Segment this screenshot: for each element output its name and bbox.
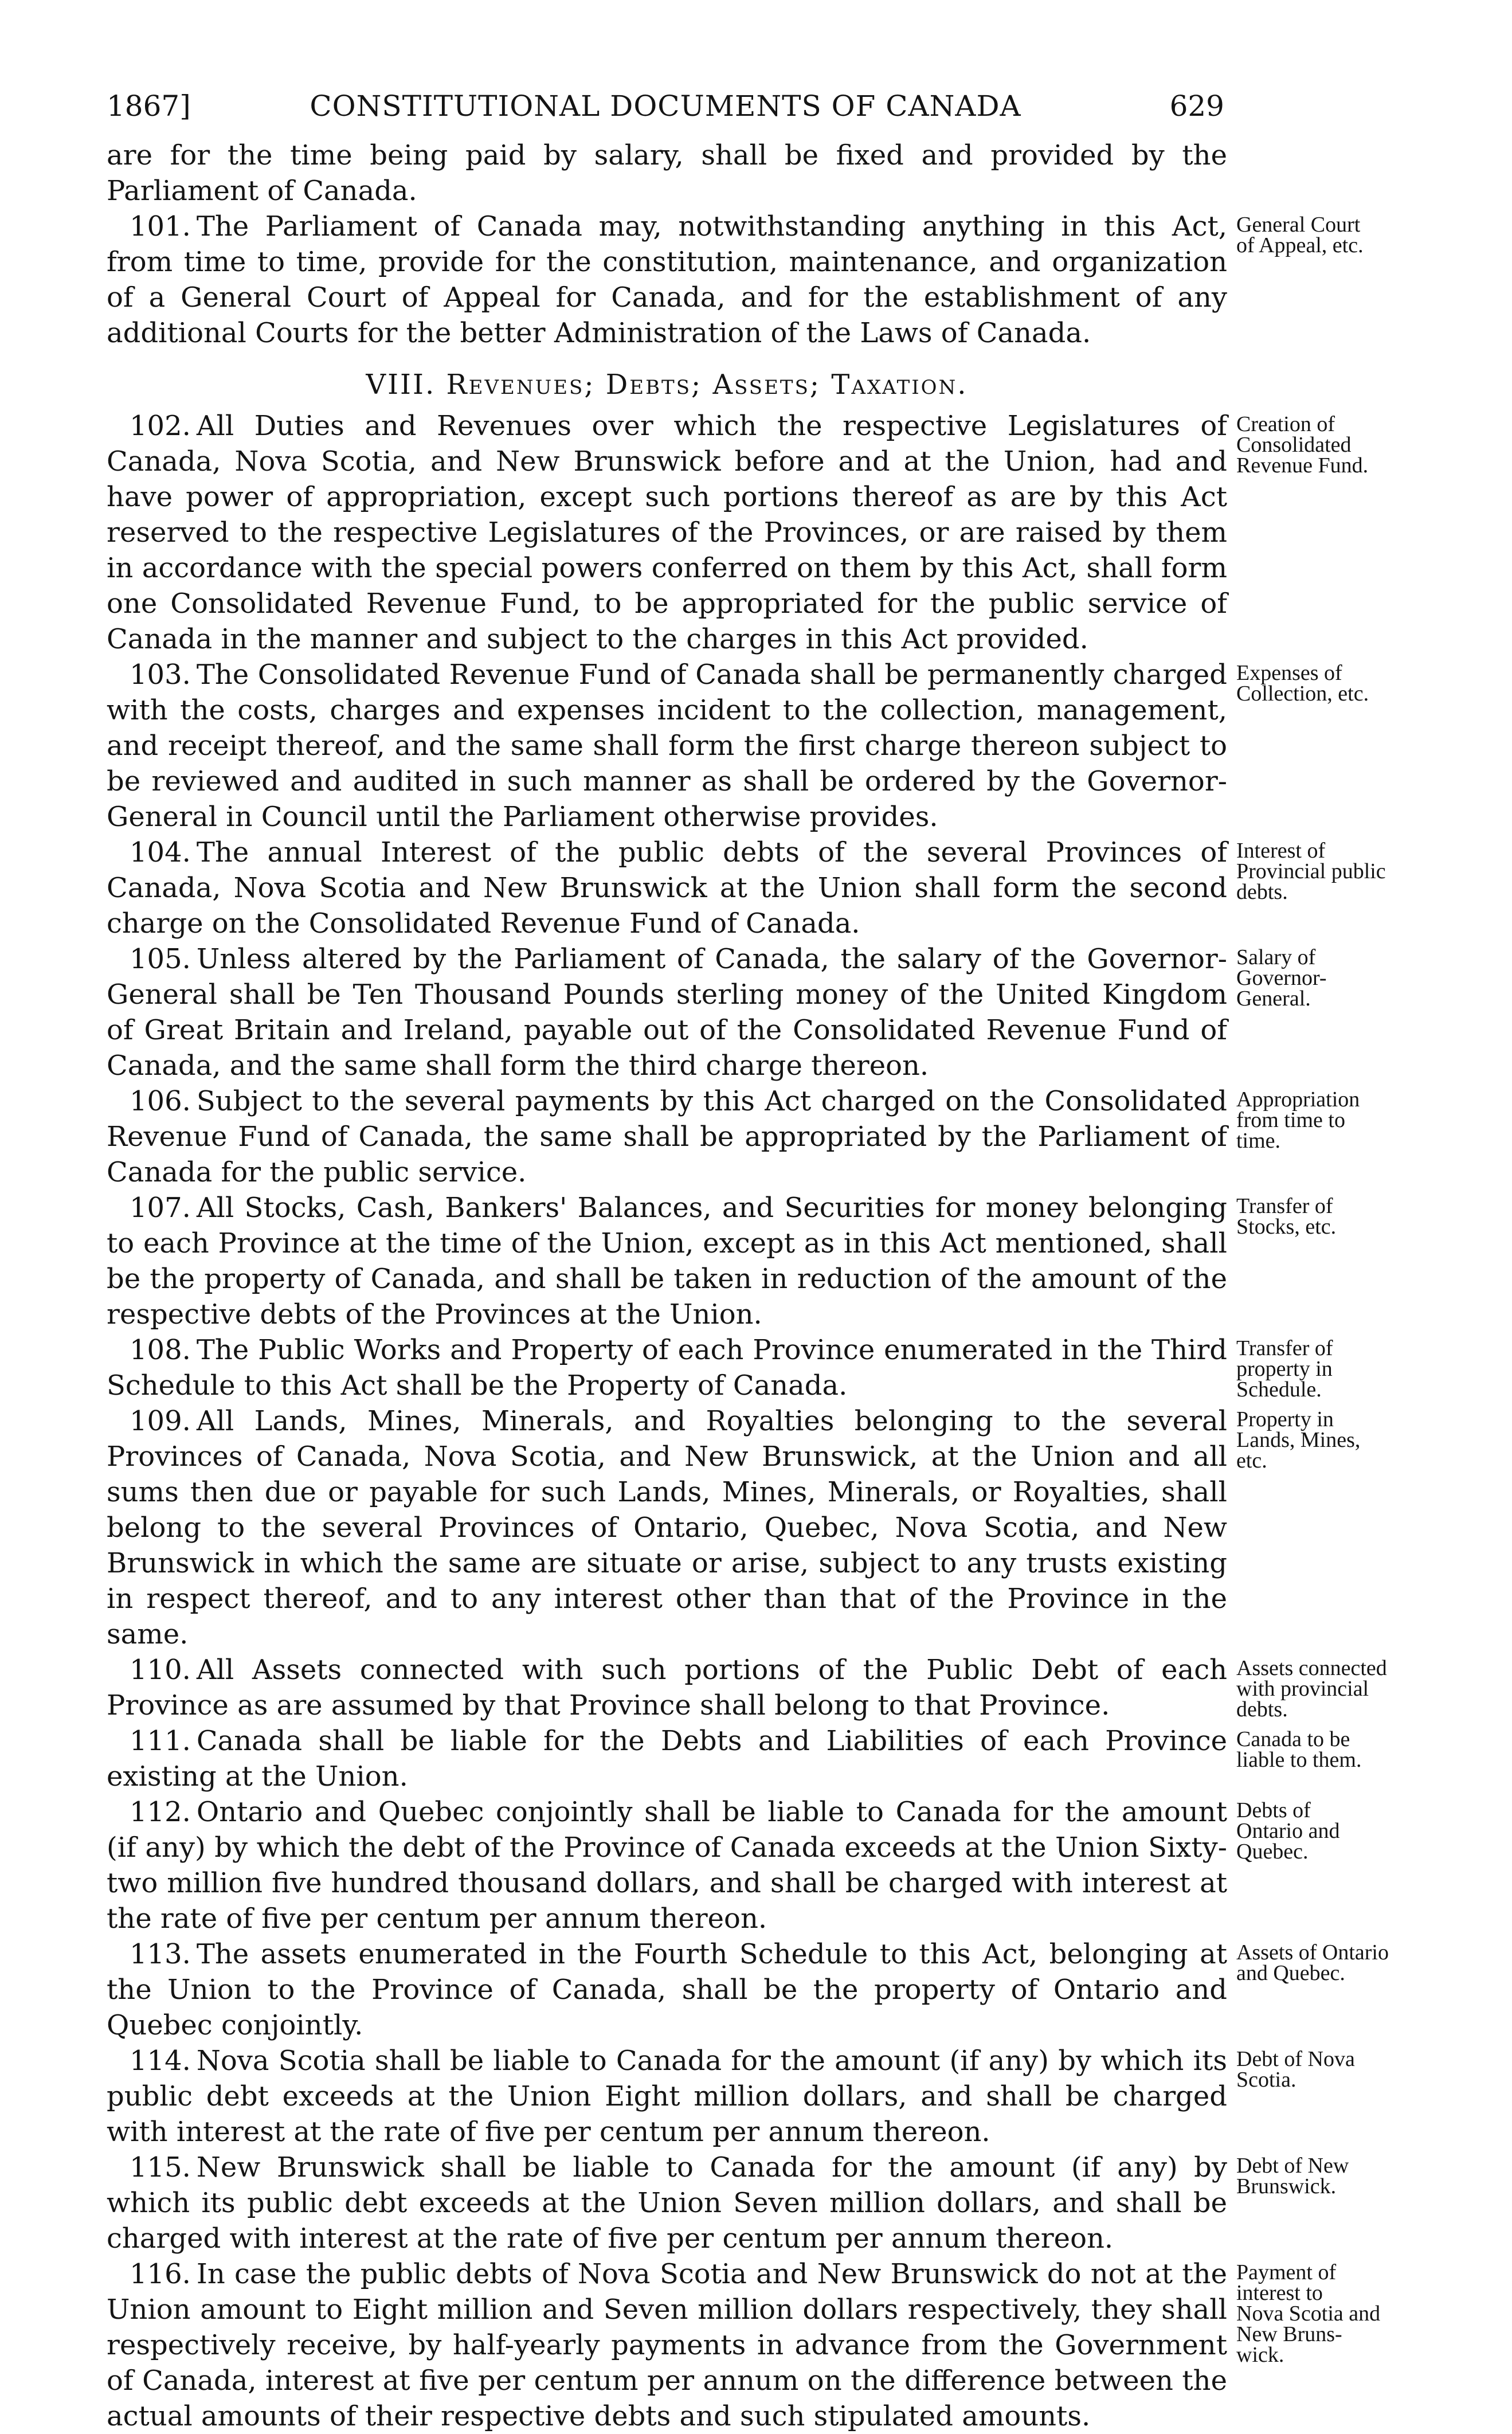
section-text xyxy=(107,209,1227,351)
marginal-note: Property in Lands, Mines, etc. xyxy=(1236,1407,1361,1473)
section-103 xyxy=(107,657,1369,835)
marginal-note: Appropriation from time to time. xyxy=(1236,1087,1360,1153)
document-page xyxy=(107,86,1419,2432)
header-year: 1867] xyxy=(107,89,191,123)
paragraph-text: are for the time being paid by salary, shall be fixed and provided by the Parliament of Canada. xyxy=(107,139,1227,207)
page-number: 629 xyxy=(1169,89,1224,123)
section-114 xyxy=(107,2043,1355,2150)
section-text xyxy=(107,2256,1227,2434)
section-number: 113. xyxy=(130,1938,191,1970)
section-number: 114. xyxy=(130,2045,191,2077)
section-body: All Stocks, Cash, Bankers' Balances, and Securities for money belonging to each Province at the time of the Union, except as in this Act mentioned, shall be the property of Canada, and shall be taken in reduction of the amount of the respective debts of the Provinces at the Union. xyxy=(107,1192,1227,1331)
continuation-paragraph xyxy=(107,138,1310,209)
marginal-note: Transfer of Stocks, etc. xyxy=(1236,1194,1337,1239)
section-number: 112. xyxy=(130,1796,191,1828)
section-104 xyxy=(107,835,1386,941)
section-111 xyxy=(107,1723,1362,1794)
section-113 xyxy=(107,1936,1389,2043)
marginal-note-empty xyxy=(1236,138,1403,143)
section-text xyxy=(107,835,1227,941)
marginal-note: Interest of Provincial public debts. xyxy=(1236,839,1386,904)
section-115 xyxy=(107,2150,1349,2256)
section-108 xyxy=(107,1332,1333,1403)
marginal-note: Payment of interest to Nova Scotia and New Bruns- wick. xyxy=(1236,2260,1381,2367)
part-heading xyxy=(107,365,1227,405)
section-109 xyxy=(107,1403,1361,1652)
section-body: Nova Scotia shall be liable to Canada for the amount (if any) by which its public debt exceeds at the Union Eight million dollars, and shall be charged with interest at the rate of five per centum per annum thereon. xyxy=(107,2045,1227,2148)
section-number: 104. xyxy=(130,836,191,868)
section-110 xyxy=(107,1652,1387,1723)
section-number: 116. xyxy=(130,2258,191,2290)
section-body: Ontario and Quebec conjointly shall be liable to Canada for the amount (if any) by which the debt of the Province of Canada exceeds at the Union Sixty-two million five hundred thousand dollars, and shall be charged with interest at the rate of five per centum per annum thereon. xyxy=(107,1796,1227,1935)
section-text xyxy=(107,1723,1227,1794)
marginal-note: Transfer of property in Schedule. xyxy=(1236,1336,1333,1402)
section-116 xyxy=(107,2256,1381,2434)
section-text xyxy=(107,657,1227,835)
section-text xyxy=(107,1794,1227,1936)
section-body: The assets enumerated in the Fourth Schedule to this Act, belonging at the Union to the Province of Canada, shall be the property of Ontario and Quebec conjointly. xyxy=(107,1938,1227,2041)
marginal-note: Debt of New Brunswick. xyxy=(1236,2154,1349,2198)
marginal-note: Canada to be liable to them. xyxy=(1236,1727,1362,1772)
section-body: The Consolidated Revenue Fund of Canada shall be permanently charged with the costs, charges and expenses incident to the collection, management, and receipt thereof, and the same shall form the first charge thereon subject to be reviewed and audited in such manner as shall be ordered by the Governor-General in Council until the Parliament otherwise provides. xyxy=(107,659,1227,833)
section-text xyxy=(107,941,1227,1083)
section-112 xyxy=(107,1794,1340,1936)
section-number: 108. xyxy=(130,1334,191,1366)
section-body: In case the public debts of Nova Scotia and New Brunswick do not at the Union amount to Eight million and Seven million dollars respectively, they shall respectively receive, by half-yearly payments in advance from the Government of Canada, interest at five per centum per annum on the difference between the actual amounts of their respective debts and such stipulated amounts. xyxy=(107,2258,1227,2432)
body-text xyxy=(107,138,1389,2434)
section-text xyxy=(107,2150,1227,2256)
part-numeral: VIII. xyxy=(366,369,436,401)
section-number: 107. xyxy=(130,1192,191,1224)
section-number: 102. xyxy=(130,410,191,442)
running-title: CONSTITUTIONAL DOCUMENTS OF CANADA xyxy=(310,89,1021,123)
section-body: The Parliament of Canada may, notwithstanding anything in this Act, from time to time, provide for the constitution, maintenance, and organization of a General Court of Appeal for Canada, and for the establishment of any additional Courts for the better Administration of the Laws of Canada. xyxy=(107,210,1227,349)
section-number: 105. xyxy=(130,943,191,975)
marginal-note: General Court of Appeal, etc. xyxy=(1236,213,1364,257)
part-title: Revenues; Debts; Assets; Taxation. xyxy=(446,369,968,401)
marginal-note: Assets connected with provincial debts. xyxy=(1236,1656,1387,1721)
section-106 xyxy=(107,1083,1360,1190)
running-header xyxy=(107,86,1224,126)
section-body: Canada shall be liable for the Debts and Liabilities of each Province existing at the Union. xyxy=(107,1725,1227,1793)
section-102 xyxy=(107,408,1369,657)
section-number: 111. xyxy=(130,1725,191,1757)
marginal-note: Expenses of Collection, etc. xyxy=(1236,661,1369,706)
section-body: Subject to the several payments by this Act charged on the Consolidated Revenue Fund of Canada, the same shall be appropriated by the Parliament of Canada for the public service. xyxy=(107,1085,1227,1188)
section-number: 106. xyxy=(130,1085,191,1117)
section-107 xyxy=(107,1190,1337,1332)
marginal-note: Assets of Ontario and Quebec. xyxy=(1236,1940,1389,1985)
section-105 xyxy=(107,941,1327,1083)
marginal-note: Debt of Nova Scotia. xyxy=(1236,2047,1355,2092)
section-body: New Brunswick shall be liable to Canada for the amount (if any) by which its public debt exceeds at the Union Seven million dollars, and shall be charged with interest at the rate of five per centum per annum thereon. xyxy=(107,2151,1227,2255)
section-text xyxy=(107,1083,1227,1190)
section-text xyxy=(107,1190,1227,1332)
section-body: Unless altered by the Parliament of Canada, the salary of the Governor-General shall be Ten Thousand Pounds sterling money of the United Kingdom of Great Britain and Ireland, payable out of the Consolidated Revenue Fund of Canada, and the same shall form the third charge thereon. xyxy=(107,943,1227,1082)
section-text xyxy=(107,1936,1227,2043)
section-text xyxy=(107,408,1227,657)
section-body: The Public Works and Property of each Province enumerated in the Third Schedule to this Act shall be the Property of Canada. xyxy=(107,1334,1227,1402)
section-body: All Lands, Mines, Minerals, and Royalties belonging to the several Provinces of Canada, Nova Scotia, and New Brunswick, at the Union and all sums then due or payable for such Lands, Mines, Minerals, or Royalties, shall belong to the several Provinces of Ontario, Quebec, Nova Scotia, and New Brunswick in which the same are situate or arise, subject to any trusts existing in respect thereof, and to any interest other than that of the Province in the same. xyxy=(107,1405,1227,1650)
marginal-note: Debts of Ontario and Quebec. xyxy=(1236,1798,1340,1864)
section-text xyxy=(107,1652,1227,1723)
section-number: 115. xyxy=(130,2151,191,2183)
marginal-note: Creation of Consolidated Revenue Fund. xyxy=(1236,412,1369,478)
section-body: All Duties and Revenues over which the respective Legislatures of Canada, Nova Scotia, and New Brunswick before and at the Union, had and have power of appropriation, except such portions thereof as are by this Act reserved to the respective Legislatures of the Provinces, or are raised by them in accordance with the special powers conferred on them by this Act, shall form one Consolidated Revenue Fund, to be appropriated for the public service of Canada in the manner and subject to the charges in this Act provided. xyxy=(107,410,1227,655)
section-number: 109. xyxy=(130,1405,191,1437)
marginal-note: Salary of Governor- General. xyxy=(1236,945,1327,1011)
section-number: 101. xyxy=(130,210,191,242)
section-text xyxy=(107,1332,1227,1403)
section-101 xyxy=(107,209,1364,351)
section-text xyxy=(107,2043,1227,2150)
section-body: The annual Interest of the public debts of the several Provinces of Canada, Nova Scotia and New Brunswick at the Union shall form the second charge on the Consolidated Revenue Fund of Canada. xyxy=(107,836,1227,940)
section-text xyxy=(107,1403,1227,1652)
section-body: All Assets connected with such portions of the Public Debt of each Province as are assumed by that Province shall belong to that Province. xyxy=(107,1654,1227,1721)
section-number: 103. xyxy=(130,659,191,691)
section-number: 110. xyxy=(130,1654,191,1686)
